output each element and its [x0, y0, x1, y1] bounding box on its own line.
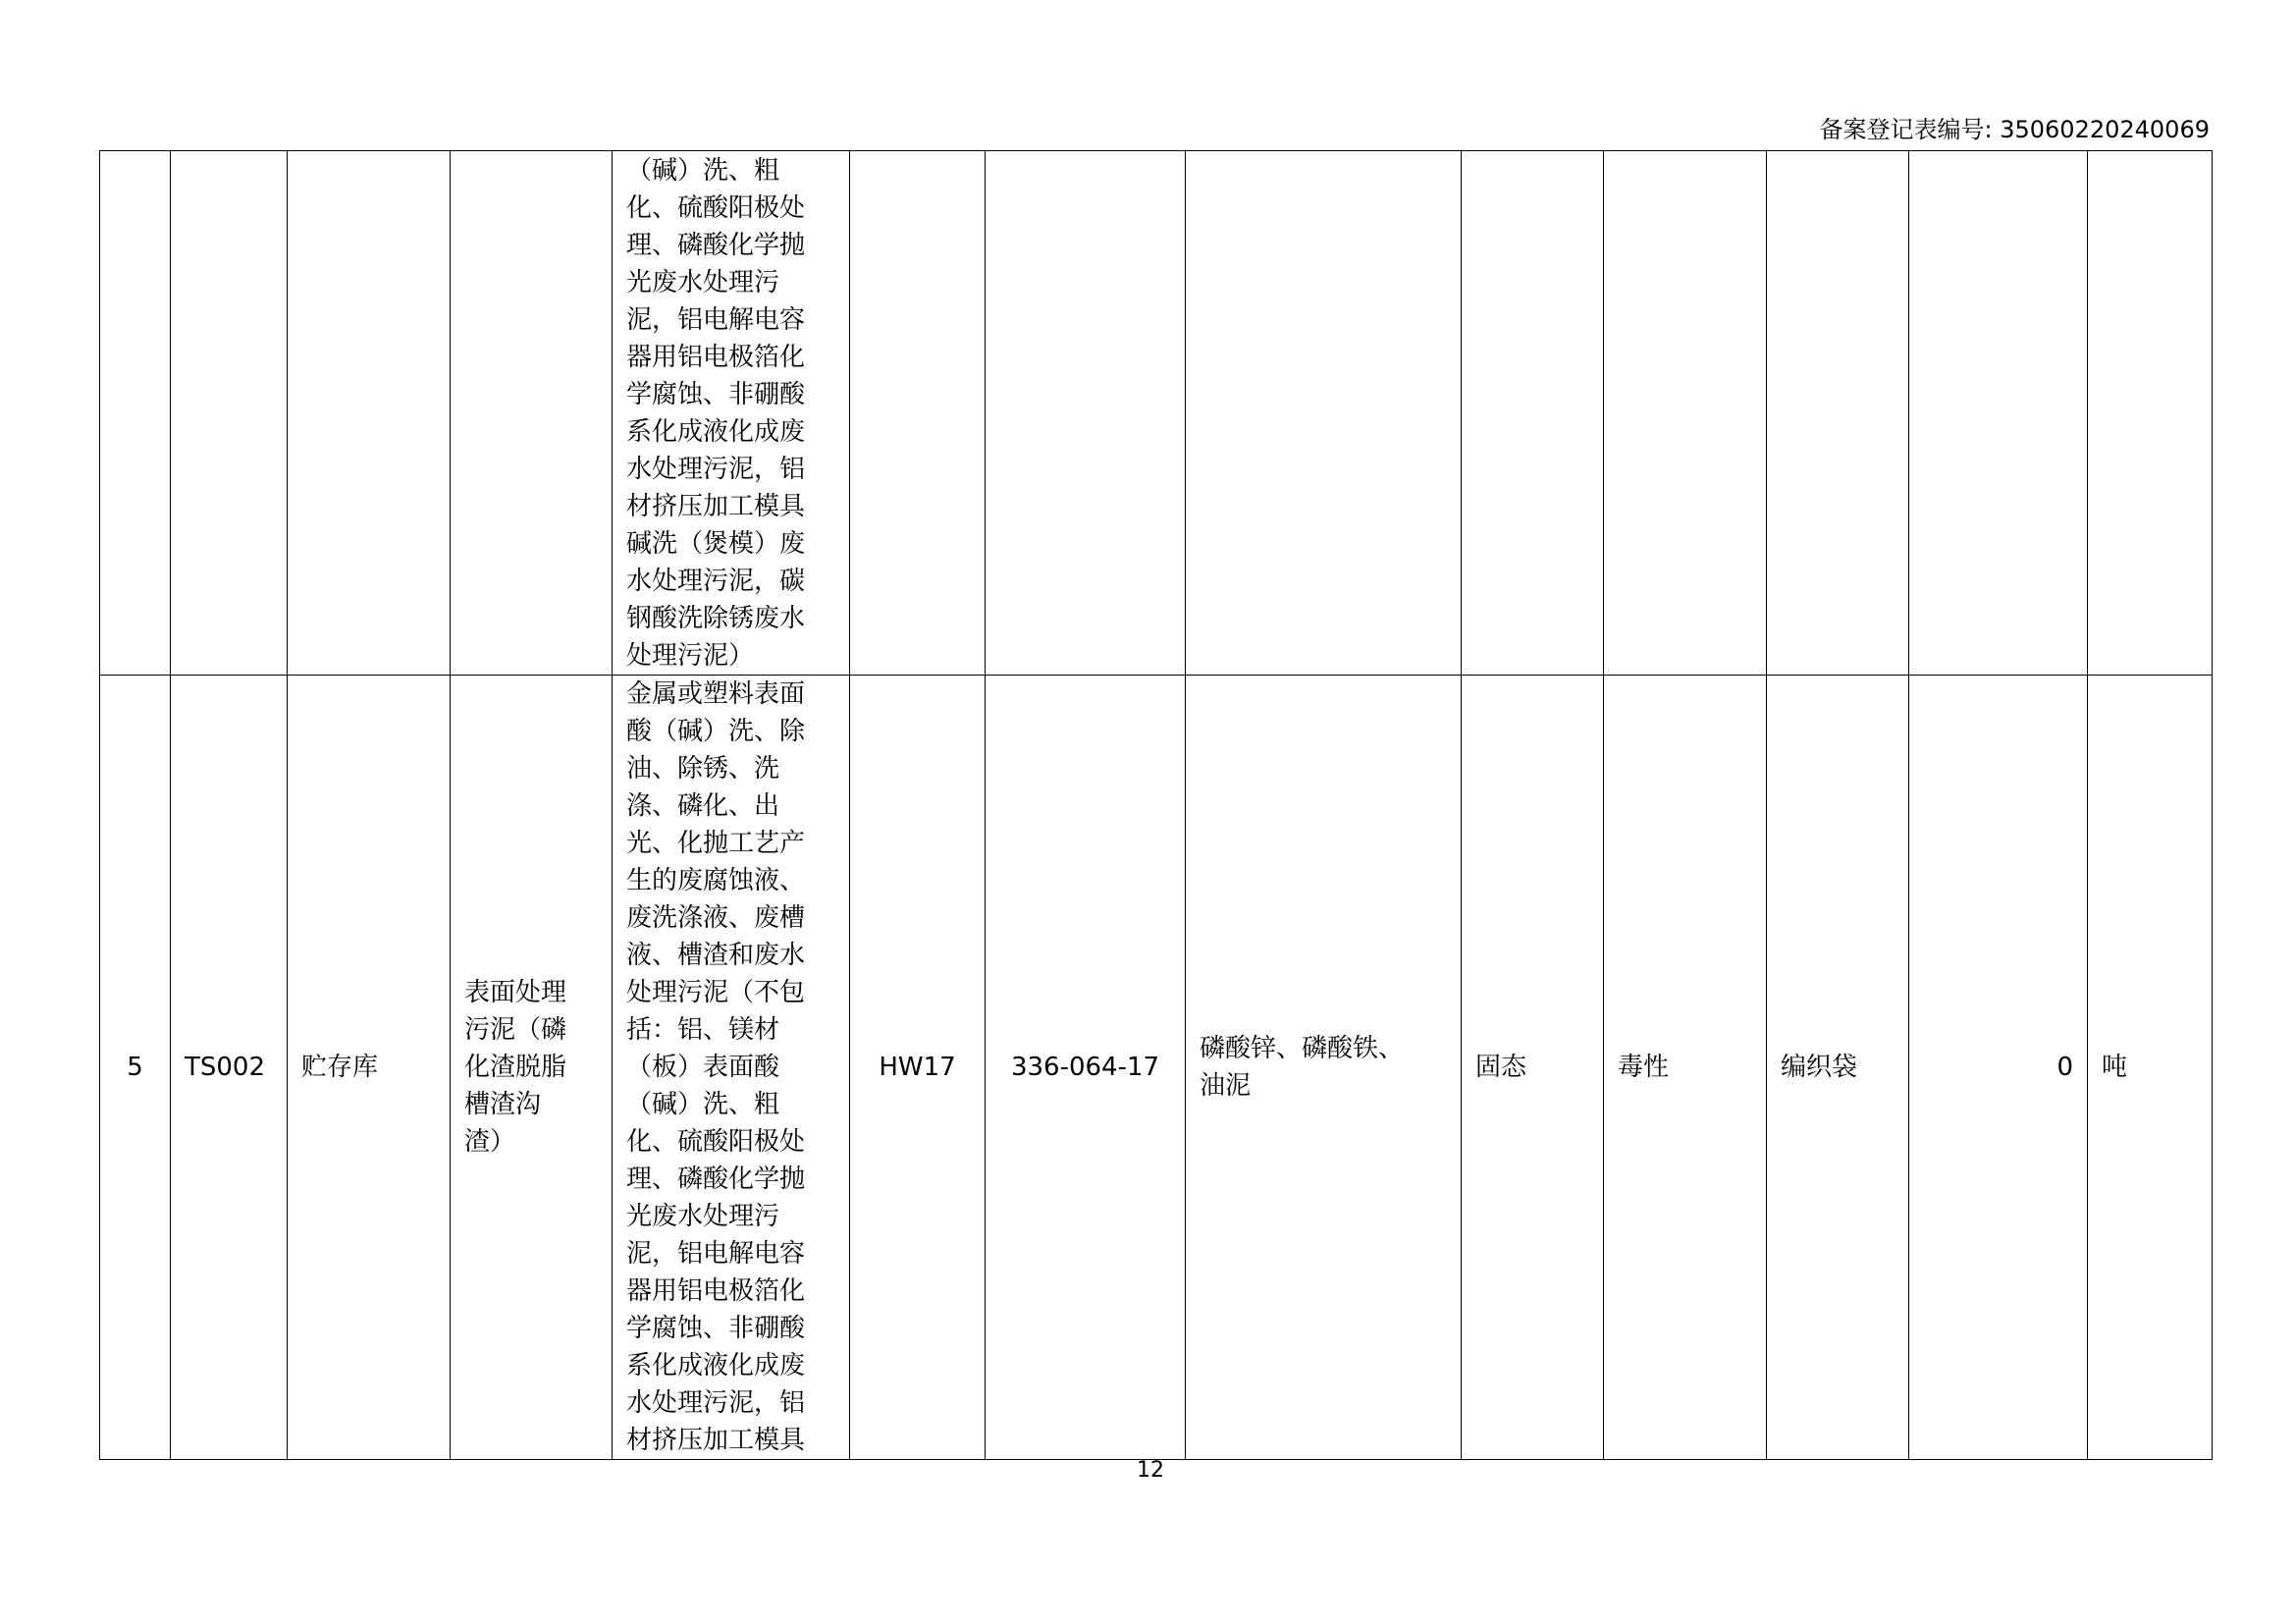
table-cell-empty: [1767, 151, 1909, 676]
storage-location: 贮存库: [288, 676, 451, 1460]
hazard-property: 毒性: [1604, 676, 1767, 1460]
unit: 吨: [2088, 676, 2213, 1460]
waste-name: 表面处理 污泥（磷 化渣脱脂 槽渣沟 渣）: [464, 978, 567, 1157]
registration-number-header: [1819, 115, 2210, 144]
waste-category: HW17: [850, 676, 986, 1460]
row-index: 5: [100, 676, 171, 1460]
page-number: 12: [1137, 1458, 1164, 1483]
process-description-cell: [613, 676, 850, 1460]
table-row-continuation: [100, 151, 2213, 676]
waste-name-cell: [451, 676, 613, 1460]
process-description-cell: [613, 151, 850, 676]
waste-code: 336-064-17: [986, 676, 1186, 1460]
hazardous-waste-table: [99, 150, 2213, 1460]
storage-code: TS002: [171, 676, 288, 1460]
table-cell-empty: [986, 151, 1186, 676]
table-cell-empty: [1186, 151, 1462, 676]
hazardous-component: 磷酸锌、磷酸铁、 油泥: [1200, 1034, 1405, 1101]
process-description-text: 金属或塑料表面 酸（碱）洗、除 油、除锈、洗 涤、磷化、出 光、化抛工艺产 生的废腐蚀液、 废洗涤液、废槽 液、槽渣和废水 处理污泥（不包 括：铝、镁材 （板）表面酸 （碱）洗、粗 化、硫酸阳极处 理、磷酸化学抛 光废水处理污 泥，铝电解电容 器用铝电极箔化 学腐蚀、非硼酸 系化成液化成废 水处理污泥，铝 材挤压加工模具: [626, 679, 806, 1455]
process-description-text: （碱）洗、粗 化、硫酸阳极处 理、磷酸化学抛 光废水处理污 泥，铝电解电容 器用铝电极箔化 学腐蚀、非硼酸 系化成液化成废 水处理污泥，铝 材挤压加工模具 碱洗（煲模）废 水处理污泥，碳 钢酸洗除锈废水 处理污泥）: [626, 155, 806, 671]
table-cell-empty: [1462, 151, 1604, 676]
quantity: 0: [1909, 676, 2088, 1460]
table-cell-empty: [451, 151, 613, 676]
table-cell-empty: [100, 151, 171, 676]
packaging: 编织袋: [1767, 676, 1909, 1460]
registration-label: 备案登记表编号:: [1819, 116, 1993, 143]
hazardous-component-cell: [1186, 676, 1462, 1460]
registration-number: 35060220240069: [2000, 116, 2210, 143]
table-cell-empty: [288, 151, 451, 676]
table-row: [100, 676, 2213, 1460]
table-cell-empty: [1604, 151, 1767, 676]
table-cell-empty: [1909, 151, 2088, 676]
table-cell-empty: [171, 151, 288, 676]
table-cell-empty: [2088, 151, 2213, 676]
physical-form: 固态: [1462, 676, 1604, 1460]
table-cell-empty: [850, 151, 986, 676]
